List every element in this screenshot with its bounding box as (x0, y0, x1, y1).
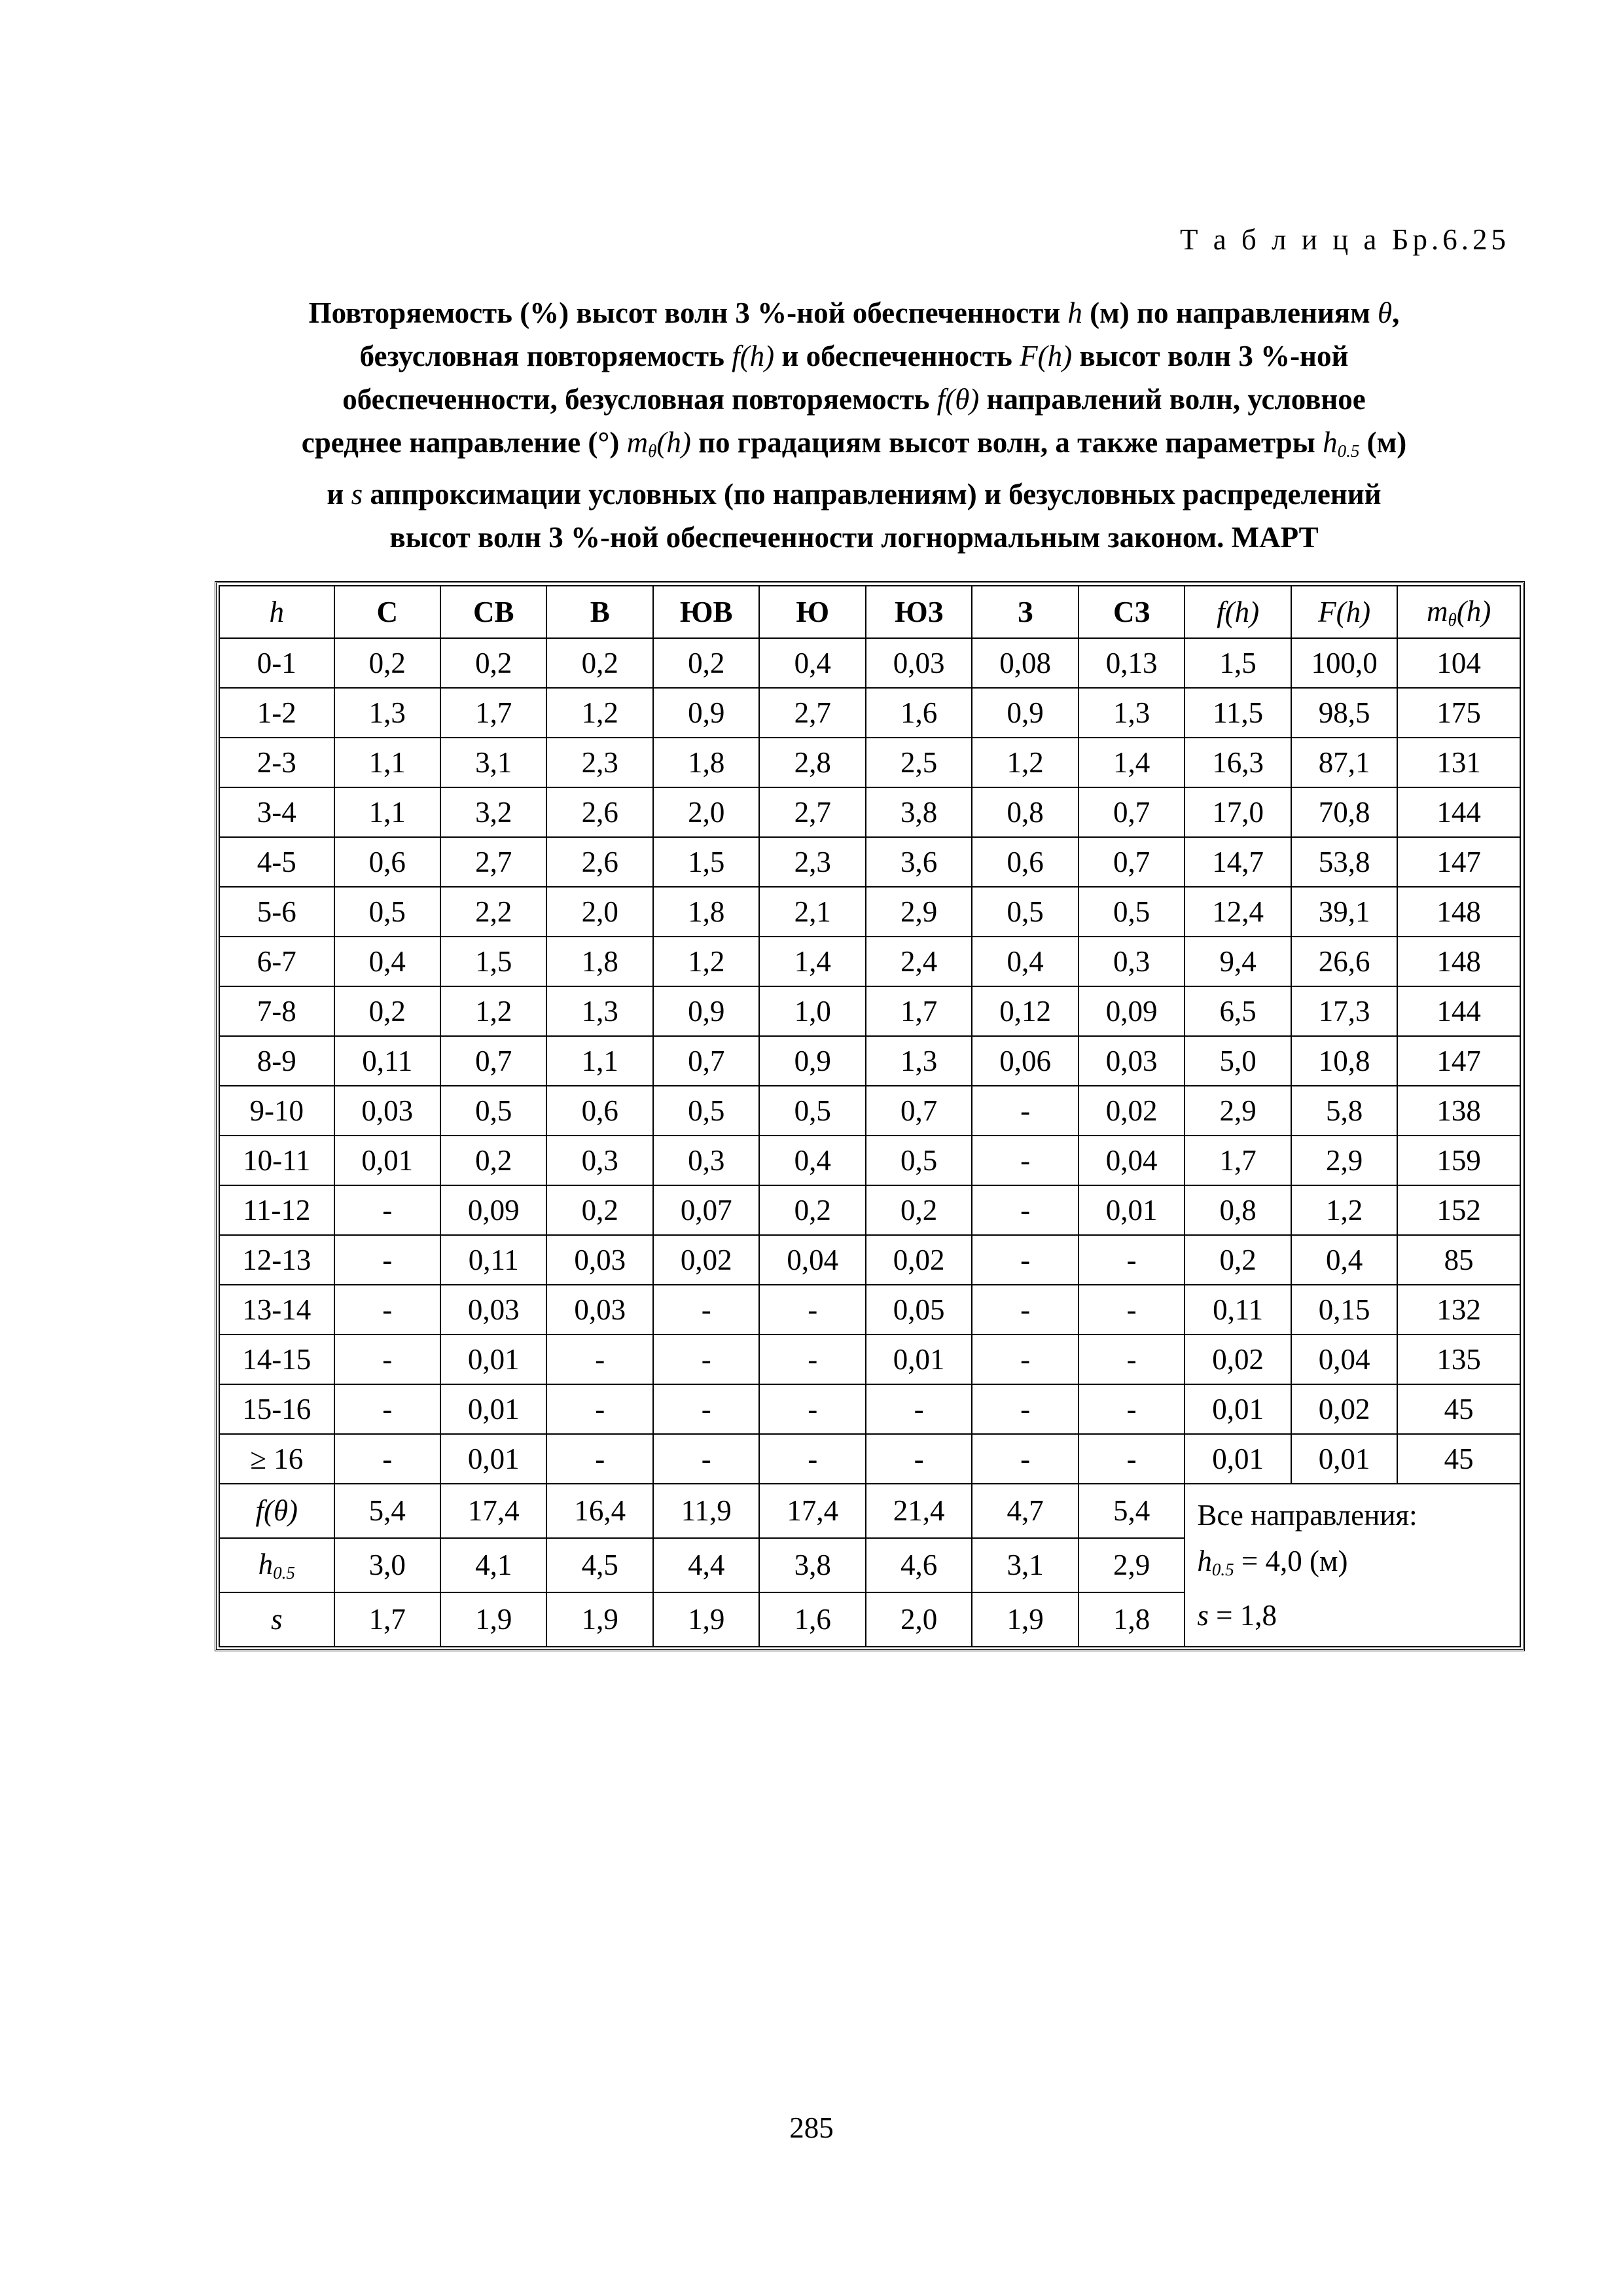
table-cell: 3,0 (334, 1538, 440, 1592)
table-cell: 45 (1397, 1384, 1520, 1434)
table-cell: 0,2 (546, 1185, 652, 1235)
table-cell: 26,6 (1291, 937, 1397, 986)
table-cell: 1,1 (334, 738, 440, 787)
caption-symbol-ftheta: f(θ) (936, 383, 980, 416)
table-cell: 0,03 (334, 1086, 440, 1136)
table-cell: 2,3 (546, 738, 652, 787)
table-cell: - (866, 1384, 972, 1434)
data-table-frame (215, 581, 1525, 1651)
header-m-theta: $m_\theta(h)$ (1397, 586, 1520, 638)
table-row (219, 1036, 1520, 1086)
data-table (219, 585, 1521, 1647)
table-row (219, 1185, 1520, 1235)
table-cell: 12,4 (1185, 887, 1291, 937)
table-cell: 3,2 (440, 787, 546, 837)
table-cell: 0,7 (866, 1086, 972, 1136)
table-cell: 1,3 (866, 1036, 972, 1086)
table-cell: 0,7 (1079, 837, 1185, 887)
table-cell: 11,5 (1185, 688, 1291, 738)
table-cell: - (759, 1285, 865, 1335)
table-cell: 17,4 (759, 1484, 865, 1538)
table-cell: - (972, 1235, 1078, 1285)
table-cell: 0,02 (1079, 1086, 1185, 1136)
table-cell: 3,1 (972, 1538, 1078, 1592)
table-cell: - (972, 1335, 1078, 1384)
table-cell: 0,01 (440, 1434, 546, 1484)
table-cell: 5,4 (334, 1484, 440, 1538)
table-cell: - (334, 1384, 440, 1434)
table-cell: 2,7 (759, 787, 865, 837)
table-cell: 100,0 (1291, 638, 1397, 688)
table-cell: 2,5 (866, 738, 972, 787)
table-cell: 3,8 (759, 1538, 865, 1592)
table-cell: 2,6 (546, 787, 652, 837)
table-cell: 1,3 (1079, 688, 1185, 738)
table-cell: - (334, 1335, 440, 1384)
table-cell: 0,2 (866, 1185, 972, 1235)
table-cell: 0,02 (1291, 1384, 1397, 1434)
table-cell: 0,4 (334, 937, 440, 986)
table-cell: 0,02 (866, 1235, 972, 1285)
table-row (219, 688, 1520, 738)
table-cell: 2,0 (546, 887, 652, 937)
table-row (219, 1235, 1520, 1285)
header-direction: СЗ (1079, 586, 1185, 638)
table-cell: - (546, 1384, 652, 1434)
caption-text: по градациям высот волн, а также параметры (698, 426, 1315, 459)
table-cell: 0,12 (972, 986, 1078, 1036)
caption-text: Повторяемость (%) высот волн 3 %-ной обеспеченности (308, 296, 1061, 329)
table-cell: 0,01 (440, 1335, 546, 1384)
table-cell: 0,01 (1185, 1384, 1291, 1434)
table-cell: 175 (1397, 688, 1520, 738)
row-f-theta-label: f(θ) (219, 1484, 334, 1538)
table-cell: 2,8 (759, 738, 865, 787)
table-cell: 5,8 (1291, 1086, 1397, 1136)
table-cell: 0,2 (546, 638, 652, 688)
caption-line-6: высот волн 3 %-ной обеспеченности логнормальным законом. МАРТ (389, 520, 1319, 554)
table-cell: 1,8 (546, 937, 652, 986)
table-cell: 4,4 (653, 1538, 759, 1592)
table-cell: 2,0 (866, 1592, 972, 1647)
table-cell: - (1079, 1434, 1185, 1484)
row-height-range: 11-12 (219, 1185, 334, 1235)
table-cell: 0,7 (440, 1036, 546, 1086)
table-row (219, 887, 1520, 937)
table-cell: 0,03 (440, 1285, 546, 1335)
row-height-range: ≥ 16 (219, 1434, 334, 1484)
row-height-range: 7-8 (219, 986, 334, 1036)
table-cell: 87,1 (1291, 738, 1397, 787)
table-cell: - (334, 1285, 440, 1335)
table-cell: 1,9 (546, 1592, 652, 1647)
table-cell: 0,15 (1291, 1285, 1397, 1335)
table-cell: 0,9 (653, 688, 759, 738)
table-cell: - (759, 1384, 865, 1434)
caption-line-1 (216, 291, 1492, 334)
table-row (219, 1434, 1520, 1484)
table-cell: 1,0 (759, 986, 865, 1036)
table-cell: 0,01 (1185, 1434, 1291, 1484)
table-cell: 17,4 (440, 1484, 546, 1538)
caption-line-5 (216, 473, 1492, 516)
table-cell: 0,9 (972, 688, 1078, 738)
table-cell: 2,3 (759, 837, 865, 887)
table-cell: 0,9 (653, 986, 759, 1036)
table-cell: - (653, 1434, 759, 1484)
table-cell: 159 (1397, 1136, 1520, 1185)
table-cell: 148 (1397, 887, 1520, 937)
table-cell: 0,2 (1185, 1235, 1291, 1285)
header-direction: СВ (440, 586, 546, 638)
table-cell: 53,8 (1291, 837, 1397, 887)
table-cell: - (653, 1384, 759, 1434)
table-cell: 3,1 (440, 738, 546, 787)
table-cell: 148 (1397, 937, 1520, 986)
table-cell: - (1079, 1285, 1185, 1335)
caption-text: направлений волн, условное (986, 383, 1366, 416)
table-cell: 1,8 (1079, 1592, 1185, 1647)
caption-text: и (327, 477, 344, 511)
table-cell: 2,7 (440, 837, 546, 887)
all-directions-title: Все направления: (1197, 1499, 1418, 1532)
table-cell: - (334, 1235, 440, 1285)
table-cell: 1,7 (866, 986, 972, 1036)
header-direction: С (334, 586, 440, 638)
caption-text: высот волн 3 %-ной (1079, 340, 1349, 372)
table-cell: 0,03 (546, 1235, 652, 1285)
table-cell: 0,01 (440, 1384, 546, 1434)
table-cell: 17,3 (1291, 986, 1397, 1036)
table-cell: 2,2 (440, 887, 546, 937)
table-cell: 0,11 (334, 1036, 440, 1086)
table-cell: 1,5 (653, 837, 759, 887)
table-cell: 0,4 (759, 638, 865, 688)
row-height-range: 15-16 (219, 1384, 334, 1434)
table-row (219, 1335, 1520, 1384)
table-cell: 2,9 (1291, 1136, 1397, 1185)
table-cell: 1,4 (759, 937, 865, 986)
table-cell: - (972, 1285, 1078, 1335)
caption-text: обеспеченности, безусловная повторяемость (342, 383, 930, 416)
caption-line-2 (216, 334, 1492, 378)
row-f-theta (219, 1484, 1520, 1538)
caption-symbol-h: h (1067, 296, 1082, 329)
table-cell: - (1079, 1235, 1185, 1285)
header-direction: Ю (759, 586, 865, 638)
table-cell: 1,1 (546, 1036, 652, 1086)
row-height-range: 5-6 (219, 887, 334, 937)
table-cell: 1,7 (440, 688, 546, 738)
table-cell: 135 (1397, 1335, 1520, 1384)
table-cell: - (546, 1434, 652, 1484)
caption-symbol-fh: f(h) (732, 340, 775, 372)
header-direction: ЮЗ (866, 586, 972, 638)
table-cell: 104 (1397, 638, 1520, 688)
table-cell: - (972, 1086, 1078, 1136)
row-height-range: 3-4 (219, 787, 334, 837)
table-cell: 144 (1397, 787, 1520, 837)
table-cell: 0,5 (972, 887, 1078, 937)
row-height-range: 8-9 (219, 1036, 334, 1086)
caption-line-4 (216, 421, 1492, 473)
table-cell: - (653, 1335, 759, 1384)
caption-text: , (1392, 296, 1400, 329)
table-cell: 4,7 (972, 1484, 1078, 1538)
table-cell: 0,04 (1079, 1136, 1185, 1185)
table-cell: 0,2 (440, 1136, 546, 1185)
table-cell: 0,02 (653, 1235, 759, 1285)
table-cell: 1,9 (440, 1592, 546, 1647)
table-cell: 0,01 (1291, 1434, 1397, 1484)
table-cell: 131 (1397, 738, 1520, 787)
caption-text: аппроксимации условных (по направлениям) и безусловных распределений (370, 477, 1382, 511)
table-cell: 1,3 (546, 986, 652, 1036)
table-cell: 4,5 (546, 1538, 652, 1592)
table-row (219, 937, 1520, 986)
table-cell: 39,1 (1291, 887, 1397, 937)
table-cell: 85 (1397, 1235, 1520, 1285)
table-cell: 21,4 (866, 1484, 972, 1538)
table-cell: 0,4 (972, 937, 1078, 986)
table-cell: 0,3 (546, 1136, 652, 1185)
row-height-range: 14-15 (219, 1335, 334, 1384)
table-cell: - (1079, 1335, 1185, 1384)
caption-symbol-m: $m_\theta(h)$ (626, 426, 691, 461)
table-cell: 138 (1397, 1086, 1520, 1136)
caption-symbol-theta: θ (1378, 296, 1393, 329)
table-cell: 5,4 (1079, 1484, 1185, 1538)
header-Fh: F(h) (1291, 586, 1397, 638)
table-cell: 0,01 (866, 1335, 972, 1384)
table-cell: 4,1 (440, 1538, 546, 1592)
table-cell: 0,2 (759, 1185, 865, 1235)
table-cell: 3,6 (866, 837, 972, 887)
table-cell: 0,13 (1079, 638, 1185, 688)
header-h: h (219, 586, 334, 638)
table-cell: 1,9 (972, 1592, 1078, 1647)
table-cell: 1,2 (1291, 1185, 1397, 1235)
table-cell: 0,7 (1079, 787, 1185, 837)
table-cell: 0,05 (866, 1285, 972, 1335)
table-cell: 70,8 (1291, 787, 1397, 837)
table-cell: 1,9 (653, 1592, 759, 1647)
table-cell: - (546, 1335, 652, 1384)
table-cell: 4,6 (866, 1538, 972, 1592)
caption-symbol-Fh: F(h) (1020, 340, 1073, 372)
table-cell: 0,07 (653, 1185, 759, 1235)
table-row (219, 986, 1520, 1036)
table-cell: 0,11 (1185, 1285, 1291, 1335)
row-height-range: 2-3 (219, 738, 334, 787)
table-cell: 0,06 (972, 1036, 1078, 1086)
table-cell: 1,8 (653, 738, 759, 787)
table-cell: - (972, 1434, 1078, 1484)
table-cell: 2,9 (866, 887, 972, 937)
table-cell: - (972, 1136, 1078, 1185)
table-cell: 16,4 (546, 1484, 652, 1538)
table-cell: - (1079, 1384, 1185, 1434)
caption-line-3 (216, 378, 1492, 421)
table-cell: - (759, 1335, 865, 1384)
table-cell: 0,11 (440, 1235, 546, 1285)
table-cell: 1,4 (1079, 738, 1185, 787)
table-cell: 0,2 (440, 638, 546, 688)
table-cell: 0,08 (972, 638, 1078, 688)
table-cell: 9,4 (1185, 937, 1291, 986)
table-label: Т а б л и ц а Бр.6.25 (1179, 223, 1510, 256)
table-cell: 147 (1397, 837, 1520, 887)
table-cell: 0,4 (759, 1136, 865, 1185)
caption-symbol-h05: $h_{0.5}$ (1323, 426, 1360, 461)
table-caption (216, 291, 1492, 559)
table-cell: 0,5 (334, 887, 440, 937)
row-height-range: 6-7 (219, 937, 334, 986)
table-cell: 0,01 (334, 1136, 440, 1185)
table-cell: 1,5 (1185, 638, 1291, 688)
all-directions-h05: $h_{0.5} = 4,0$ (м) (1197, 1545, 1348, 1579)
table-row (219, 1136, 1520, 1185)
table-cell: 144 (1397, 986, 1520, 1036)
header-direction: В (546, 586, 652, 638)
table-cell: - (334, 1434, 440, 1484)
table-cell: 0,5 (866, 1136, 972, 1185)
table-cell: 0,2 (334, 638, 440, 688)
row-height-range: 9-10 (219, 1086, 334, 1136)
table-cell: 0,5 (759, 1086, 865, 1136)
page-number: 285 (789, 2111, 834, 2144)
table-cell: 0,4 (1291, 1235, 1397, 1285)
table-cell: 0,03 (866, 638, 972, 688)
table-cell: 14,7 (1185, 837, 1291, 887)
table-cell: 0,5 (1079, 887, 1185, 937)
table-cell: 0,7 (653, 1036, 759, 1086)
table-cell: 0,03 (1079, 1036, 1185, 1086)
table-cell: 1,7 (1185, 1136, 1291, 1185)
table-cell: 45 (1397, 1434, 1520, 1484)
caption-text: (м) по направлениям (1090, 296, 1370, 329)
table-cell: - (866, 1434, 972, 1484)
table-cell: 2,7 (759, 688, 865, 738)
row-height-range: 1-2 (219, 688, 334, 738)
table-cell: 1,8 (653, 887, 759, 937)
table-cell: 0,5 (653, 1086, 759, 1136)
table-cell: 0,04 (759, 1235, 865, 1285)
row-h05-label: $h_{0.5}$ (219, 1538, 334, 1592)
table-row (219, 1086, 1520, 1136)
table-cell: 1,6 (759, 1592, 865, 1647)
table-cell: 1,7 (334, 1592, 440, 1647)
table-cell: 16,3 (1185, 738, 1291, 787)
table-cell: 3,8 (866, 787, 972, 837)
table-cell: 0,2 (334, 986, 440, 1036)
table-cell: 0,09 (440, 1185, 546, 1235)
table-cell: 1,2 (440, 986, 546, 1036)
table-cell: - (972, 1185, 1078, 1235)
table-cell: 0,02 (1185, 1335, 1291, 1384)
row-height-range: 4-5 (219, 837, 334, 887)
caption-text: и обеспеченность (781, 340, 1012, 372)
row-height-range: 10-11 (219, 1136, 334, 1185)
table-row (219, 738, 1520, 787)
table-cell: 1,3 (334, 688, 440, 738)
table-cell: 0,6 (972, 837, 1078, 887)
table-row (219, 1384, 1520, 1434)
table-cell: 0,8 (1185, 1185, 1291, 1235)
table-row (219, 787, 1520, 837)
header-direction: З (972, 586, 1078, 638)
table-cell: 0,8 (972, 787, 1078, 837)
table-row (219, 638, 1520, 688)
caption-text: среднее направление (°) (301, 426, 620, 459)
table-cell: 2,4 (866, 937, 972, 986)
table-cell: 0,3 (1079, 937, 1185, 986)
table-cell: - (653, 1285, 759, 1335)
table-cell: 10,8 (1291, 1036, 1397, 1086)
table-cell: 0,03 (546, 1285, 652, 1335)
caption-symbol-s: s (351, 477, 363, 511)
table-cell: 17,0 (1185, 787, 1291, 837)
table-cell: 98,5 (1291, 688, 1397, 738)
table-cell: 0,3 (653, 1136, 759, 1185)
row-height-range: 12-13 (219, 1235, 334, 1285)
table-cell: 2,9 (1185, 1086, 1291, 1136)
table-cell: 2,0 (653, 787, 759, 837)
table-cell: 2,6 (546, 837, 652, 887)
row-height-range: 0-1 (219, 638, 334, 688)
table-cell: 1,5 (440, 937, 546, 986)
all-directions-s: s = 1,8 (1197, 1598, 1277, 1632)
header-fh: f(h) (1185, 586, 1291, 638)
table-cell: 1,2 (653, 937, 759, 986)
table-cell: 1,2 (546, 688, 652, 738)
table-cell: 0,9 (759, 1036, 865, 1086)
table-cell: 0,5 (440, 1086, 546, 1136)
table-cell: 132 (1397, 1285, 1520, 1335)
table-cell: - (972, 1384, 1078, 1434)
table-cell: 0,6 (334, 837, 440, 887)
header-direction: ЮВ (653, 586, 759, 638)
table-cell: 1,2 (972, 738, 1078, 787)
table-cell: 11,9 (653, 1484, 759, 1538)
table-cell: 0,04 (1291, 1335, 1397, 1384)
table-cell: 152 (1397, 1185, 1520, 1235)
table-cell: - (759, 1434, 865, 1484)
caption-text: (м) (1366, 426, 1407, 459)
table-cell: 6,5 (1185, 986, 1291, 1036)
table-row (219, 837, 1520, 887)
table-cell: 2,9 (1079, 1538, 1185, 1592)
table-cell: 0,09 (1079, 986, 1185, 1036)
row-s-label: s (219, 1592, 334, 1647)
table-cell: 2,1 (759, 887, 865, 937)
table-cell: 0,2 (653, 638, 759, 688)
table-cell: 1,6 (866, 688, 972, 738)
table-cell: 0,01 (1079, 1185, 1185, 1235)
caption-text: безусловная повторяемость (359, 340, 724, 372)
table-cell: - (334, 1185, 440, 1235)
row-height-range: 13-14 (219, 1285, 334, 1335)
all-directions-summary (1185, 1484, 1520, 1647)
table-cell: 147 (1397, 1036, 1520, 1086)
header-row (219, 586, 1520, 638)
table-cell: 5,0 (1185, 1036, 1291, 1086)
table-cell: 1,1 (334, 787, 440, 837)
table-body (219, 638, 1520, 1647)
table-row (219, 1285, 1520, 1335)
table-cell: 0,6 (546, 1086, 652, 1136)
